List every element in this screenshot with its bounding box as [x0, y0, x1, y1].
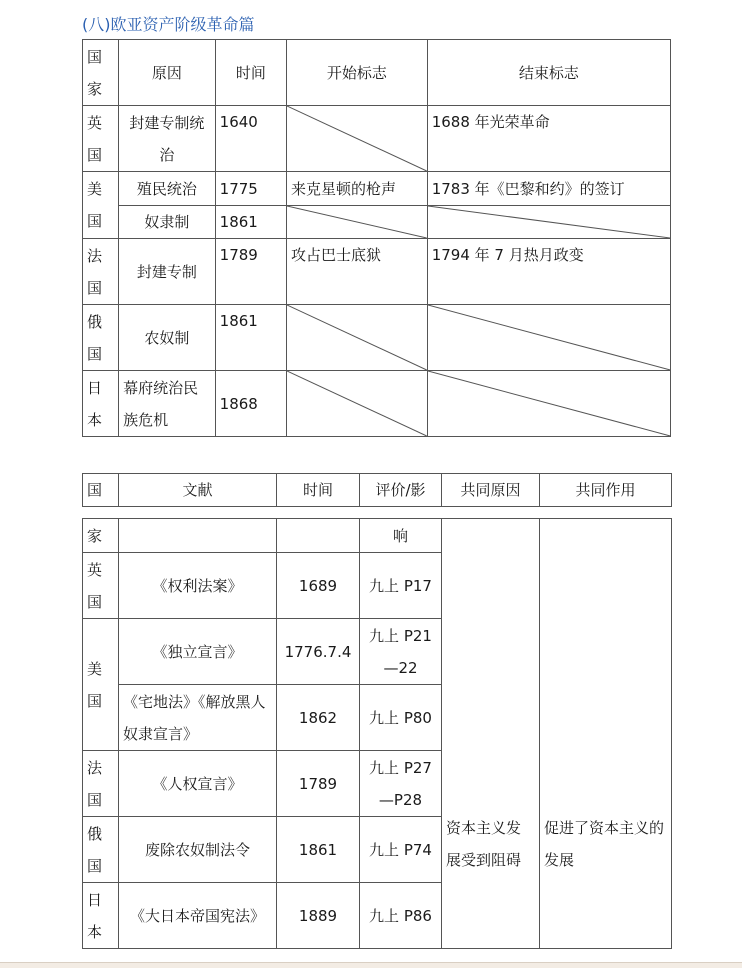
header-end: 结束标志 — [427, 40, 670, 106]
time-cell: 1775 — [215, 172, 286, 206]
empty-diagonal-cell — [427, 371, 670, 437]
cause-cell: 幕府统治民族危机 — [119, 371, 215, 437]
header-cont-country: 家 — [83, 519, 119, 553]
cause-cell: 殖民统治 — [119, 172, 215, 206]
revolution-table — [82, 39, 671, 437]
document-cell: 《权利法案》 — [119, 553, 277, 619]
evaluation-cell: 九上 P80 — [360, 685, 442, 751]
documents-table — [82, 518, 672, 949]
country-cell: 英国 — [83, 553, 119, 619]
empty-diagonal-cell — [287, 206, 428, 239]
cause-cell: 奴隶制 — [119, 206, 215, 239]
header-common-effect: 共同作用 — [540, 474, 672, 507]
document-cell: 《人权宣言》 — [119, 751, 277, 817]
cause-cell: 农奴制 — [119, 305, 215, 371]
common-cause-cell: 资本主义发展受到阻碍 — [442, 519, 540, 949]
document-cell: 废除农奴制法令 — [119, 817, 277, 883]
time-cell: 1862 — [277, 685, 360, 751]
documents-table-header — [82, 473, 672, 507]
common-effect-cell: 促进了资本主义的发展 — [540, 519, 672, 949]
empty-diagonal-cell — [287, 305, 428, 371]
header-cont-document — [119, 519, 277, 553]
empty-diagonal-cell — [427, 206, 670, 239]
end-cell: 1688 年光荣革命 — [427, 106, 670, 172]
end-cell: 1794 年 7 月热月政变 — [427, 239, 670, 305]
page-title: (八)欧亚资产阶级革命篇 — [82, 15, 255, 34]
country-cell: 法国 — [83, 751, 119, 817]
cause-cell: 封建专制 — [119, 239, 215, 305]
evaluation-cell: 九上 P17 — [360, 553, 442, 619]
evaluation-cell: 九上 P74 — [360, 817, 442, 883]
time-cell: 1861 — [215, 305, 286, 371]
start-cell: 来克星顿的枪声 — [287, 172, 428, 206]
country-cell: 美国 — [83, 172, 119, 239]
time-cell: 1861 — [277, 817, 360, 883]
evaluation-cell: 九上 P27—P28 — [360, 751, 442, 817]
header-country: 国家 — [83, 40, 119, 106]
empty-diagonal-cell — [287, 371, 428, 437]
empty-diagonal-cell — [427, 305, 670, 371]
country-cell: 日本 — [83, 883, 119, 949]
country-cell: 日本 — [83, 371, 119, 437]
evaluation-cell: 九上 P86 — [360, 883, 442, 949]
document-cell: 《独立宣言》 — [119, 619, 277, 685]
header-document: 文献 — [119, 474, 277, 507]
country-cell: 俄国 — [83, 817, 119, 883]
header-cause: 原因 — [119, 40, 215, 106]
document-cell: 《大日本帝国宪法》 — [119, 883, 277, 949]
time-cell: 1789 — [277, 751, 360, 817]
time-cell: 1776.7.4 — [277, 619, 360, 685]
header-time: 时间 — [215, 40, 286, 106]
country-cell: 法国 — [83, 239, 119, 305]
time-cell: 1640 — [215, 106, 286, 172]
country-cell: 美国 — [83, 619, 119, 751]
time-cell: 1889 — [277, 883, 360, 949]
header-country: 国 — [83, 474, 119, 507]
end-cell: 1783 年《巴黎和约》的签订 — [427, 172, 670, 206]
header-cont-time — [277, 519, 360, 553]
header-start: 开始标志 — [287, 40, 428, 106]
start-cell: 攻占巴士底狱 — [287, 239, 428, 305]
header-time: 时间 — [277, 474, 360, 507]
header-evaluation: 评价/影 — [360, 474, 442, 507]
country-cell: 俄国 — [83, 305, 119, 371]
time-cell: 1868 — [215, 371, 286, 437]
document-cell: 《宅地法》《解放黑人奴隶宣言》 — [119, 685, 277, 751]
country-cell: 英国 — [83, 106, 119, 172]
time-cell: 1861 — [215, 206, 286, 239]
empty-diagonal-cell — [287, 106, 428, 172]
header-cont-evaluation: 响 — [360, 519, 442, 553]
evaluation-cell: 九上 P21—22 — [360, 619, 442, 685]
page-bottom-edge — [0, 962, 742, 968]
time-cell: 1689 — [277, 553, 360, 619]
cause-cell: 封建专制统治 — [119, 106, 215, 172]
header-common-cause: 共同原因 — [442, 474, 540, 507]
time-cell: 1789 — [215, 239, 286, 305]
